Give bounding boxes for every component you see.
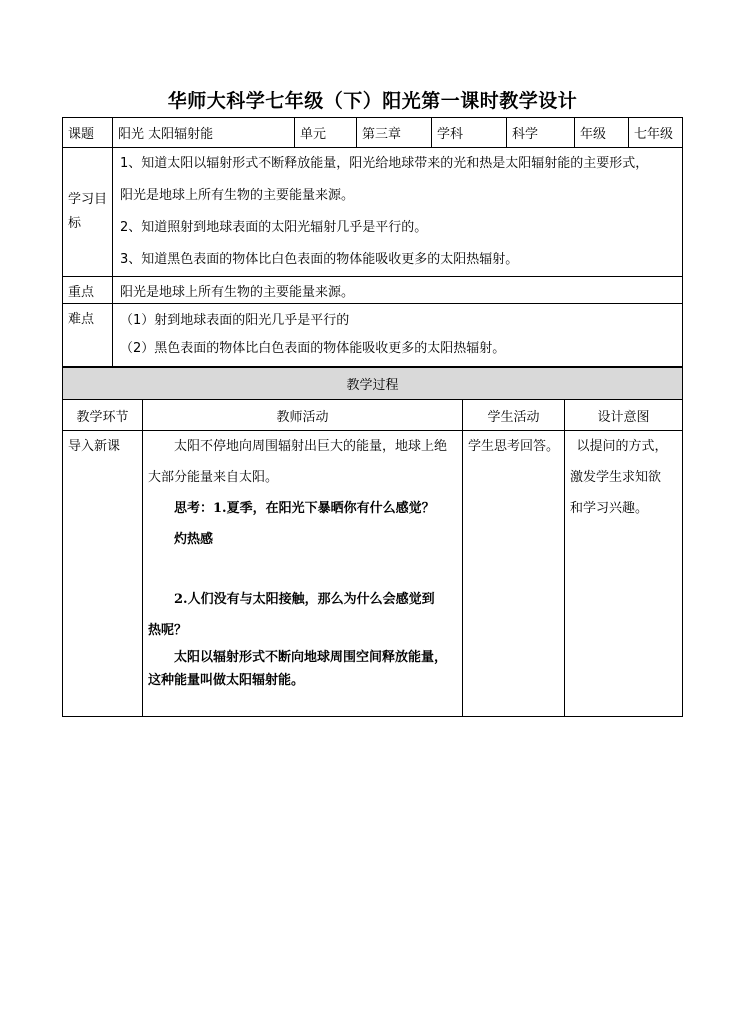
objective-line: 3、知道黑色表面的物体比白色表面的物体能吸收更多的太阳热辐射。 bbox=[120, 252, 519, 267]
info-row bbox=[63, 118, 683, 148]
spacer bbox=[148, 555, 457, 584]
teacher-paragraph: 太阳不停地向周围辐射出巨大的能量，地球上绝大部分能量来自太阳。 bbox=[148, 439, 448, 485]
unit-value: 第三章 bbox=[357, 118, 432, 148]
unit-label: 单元 bbox=[295, 118, 357, 148]
column-header-design: 设计意图 bbox=[565, 400, 683, 431]
teacher-question: 思考：1.夏季，在阳光下暴晒你有什么感觉？ bbox=[174, 501, 435, 516]
column-header-student: 学生活动 bbox=[463, 400, 565, 431]
teacher-answer: 灼热感 bbox=[174, 532, 214, 547]
design-line: 以提问的方式， bbox=[576, 439, 668, 454]
difficulty-row bbox=[63, 304, 683, 367]
design-line: 和学习兴趣。 bbox=[570, 501, 649, 516]
stage-cell: 导入新课 bbox=[63, 431, 143, 717]
column-header-teacher: 教师活动 bbox=[143, 400, 463, 431]
difficulty-label: 难点 bbox=[63, 304, 113, 367]
column-header-stage: 教学环节 bbox=[63, 400, 143, 431]
objectives-row bbox=[63, 148, 683, 277]
lesson-plan-table bbox=[62, 117, 683, 367]
objectives-content bbox=[113, 148, 683, 277]
teacher-answer: 太阳以辐射形式不断向地球周围空间释放能量，这种能量叫做太阳辐射能。 bbox=[148, 650, 448, 688]
objectives-label: 学习目标 bbox=[63, 148, 113, 277]
teacher-question: 2.人们没有与太阳接触，那么为什么会感觉到 bbox=[174, 592, 435, 607]
grade-label: 年级 bbox=[575, 118, 629, 148]
process-header: 教学过程 bbox=[63, 368, 683, 400]
document-title: 华师大科学七年级（下）阳光第一课时教学设计 bbox=[167, 90, 578, 112]
difficulty-line: （1）射到地球表面的阳光几乎是平行的 bbox=[120, 313, 350, 328]
student-activity-cell: 学生思考回答。 bbox=[463, 431, 565, 717]
process-header-row bbox=[63, 368, 683, 400]
teacher-activity-cell bbox=[143, 431, 463, 717]
objective-line: 2、知道照射到地球表面的太阳光辐射几乎是平行的。 bbox=[120, 220, 428, 235]
process-column-header-row bbox=[63, 400, 683, 431]
difficulty-line: （2）黑色表面的物体比白色表面的物体能吸收更多的太阳热辐射。 bbox=[120, 341, 506, 356]
key-point-row bbox=[63, 277, 683, 304]
course-value: 阳光 太阳辐射能 bbox=[113, 118, 295, 148]
lesson-plan-table-wrap bbox=[62, 117, 682, 717]
process-table bbox=[62, 367, 683, 717]
design-line: 激发学生求知欲 bbox=[570, 470, 662, 485]
subject-label: 学科 bbox=[432, 118, 507, 148]
design-intent-cell bbox=[565, 431, 683, 717]
course-label: 课题 bbox=[63, 118, 113, 148]
process-row-intro bbox=[63, 431, 683, 717]
subject-value: 科学 bbox=[507, 118, 575, 148]
key-point-text: 阳光是地球上所有生物的主要能量来源。 bbox=[113, 277, 683, 304]
objective-line: 阳光是地球上所有生物的主要能量来源。 bbox=[120, 188, 355, 203]
difficulty-content bbox=[113, 304, 683, 367]
key-point-label: 重点 bbox=[63, 277, 113, 304]
teacher-question-continued: 热呢？ bbox=[148, 623, 188, 638]
objective-line: 1、知道太阳以辐射形式不断释放能量，阳光给地球带来的光和热是太阳辐射能的主要形式， bbox=[120, 156, 649, 171]
grade-value: 七年级 bbox=[629, 118, 683, 148]
